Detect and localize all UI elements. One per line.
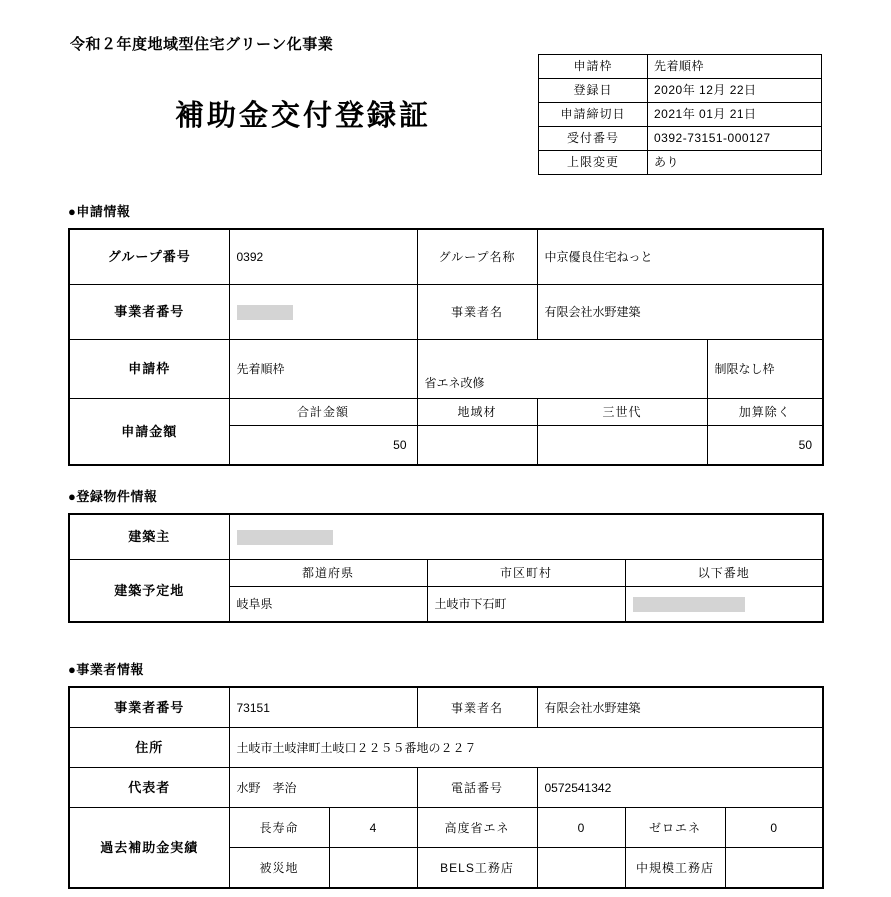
table-row [69, 229, 823, 285]
meta-label: 申請枠 [539, 55, 648, 79]
company-no-label: 事業者番号 [69, 285, 229, 340]
table-row [69, 808, 823, 848]
biz-address-label: 住所 [69, 728, 229, 768]
application-table [68, 228, 824, 466]
biz-company-name-value: 有限会社水野建築 [537, 687, 823, 728]
section-heading-business: ●事業者情報 [68, 662, 144, 677]
table-row [69, 285, 823, 340]
table-row [539, 103, 822, 127]
table-row [539, 79, 822, 103]
frame-label: 申請枠 [69, 340, 229, 399]
site-city-value: 土岐市下石町 [427, 587, 625, 623]
frame-mid-blank [417, 340, 707, 369]
meta-value: 2020年 12月 22日 [648, 79, 822, 103]
biz-company-no-label: 事業者番号 [69, 687, 229, 728]
record-name-hisaichi: 被災地 [229, 848, 329, 889]
frame-value: 先着順枠 [229, 340, 417, 399]
table-row [539, 151, 822, 175]
biz-rep-label: 代表者 [69, 768, 229, 808]
meta-label: 登録日 [539, 79, 648, 103]
record-value-chukibo [725, 848, 823, 889]
company-name-label: 事業者名 [417, 285, 537, 340]
amount-total-value: 50 [229, 426, 417, 466]
amount-label: 申請金額 [69, 399, 229, 466]
amount-three-gen-value [537, 426, 707, 466]
company-no-value [229, 285, 417, 340]
table-row [539, 127, 822, 151]
meta-value: 2021年 01月 21日 [648, 103, 822, 127]
record-name-kodoshoene: 高度省エネ [417, 808, 537, 848]
record-value-hisaichi [329, 848, 417, 889]
record-value-bels [537, 848, 625, 889]
table-row [69, 399, 823, 426]
meta-label: 受付番号 [539, 127, 648, 151]
section-heading-property: ●登録物件情報 [68, 489, 158, 504]
meta-table [538, 54, 822, 175]
record-value-zeroene: 0 [725, 808, 823, 848]
record-name-chukibo: 中規模工務店 [625, 848, 725, 889]
business-table [68, 686, 824, 889]
property-table [68, 513, 824, 623]
table-row [69, 560, 823, 587]
owner-value [229, 514, 823, 560]
record-name-bels: BELS工務店 [417, 848, 537, 889]
group-no-value: 0392 [229, 229, 417, 285]
record-value-kodoshoene: 0 [537, 808, 625, 848]
biz-record-label: 過去補助金実績 [69, 808, 229, 889]
meta-label: 申請締切日 [539, 103, 648, 127]
biz-address-value: 土岐市土岐津町土岐口２２５５番地の２２７ [229, 728, 823, 768]
meta-value: 先着順枠 [648, 55, 822, 79]
table-row [69, 768, 823, 808]
table-row [69, 687, 823, 728]
amount-local-value [417, 426, 537, 466]
amount-header-local: 地域材 [417, 399, 537, 426]
amount-header-total: 合計金額 [229, 399, 417, 426]
record-name-choujumyou: 長寿命 [229, 808, 329, 848]
site-header-city: 市区町村 [427, 560, 625, 587]
group-no-label: グループ番号 [69, 229, 229, 285]
table-row [69, 728, 823, 768]
redacted-block [237, 305, 293, 320]
amount-header-three-gen: 三世代 [537, 399, 707, 426]
redacted-block [633, 597, 745, 612]
site-label: 建築予定地 [69, 560, 229, 623]
record-name-zeroene: ゼロエネ [625, 808, 725, 848]
meta-value: あり [648, 151, 822, 175]
site-prefecture-value: 岐阜県 [229, 587, 427, 623]
group-name-value: 中京優良住宅ねっと [537, 229, 823, 285]
amount-header-excl: 加算除く [707, 399, 823, 426]
group-name-label: グループ名称 [417, 229, 537, 285]
site-header-address: 以下番地 [625, 560, 823, 587]
record-value-choujumyou: 4 [329, 808, 417, 848]
biz-rep-value: 水野 孝治 [229, 768, 417, 808]
site-address-value [625, 587, 823, 623]
biz-company-no-value: 73151 [229, 687, 417, 728]
amount-excl-value: 50 [707, 426, 823, 466]
table-row [69, 514, 823, 560]
owner-label: 建築主 [69, 514, 229, 560]
company-name-value: 有限会社水野建築 [537, 285, 823, 340]
table-row [539, 55, 822, 79]
biz-tel-label: 電話番号 [417, 768, 537, 808]
document-title: 補助金交付登録証 [175, 100, 432, 132]
meta-label: 上限変更 [539, 151, 648, 175]
redacted-block [237, 530, 333, 545]
meta-value: 0392-73151-000127 [648, 127, 822, 151]
frame-mid-value: 省エネ改修 [417, 368, 707, 399]
section-heading-application: ●申請情報 [68, 204, 131, 219]
frame-right-value: 制限なし枠 [707, 340, 823, 399]
table-row [69, 340, 823, 369]
document-subtitle: 令和２年度地域型住宅グリーン化事業 [70, 36, 334, 53]
site-header-prefecture: 都道府県 [229, 560, 427, 587]
biz-tel-value: 0572541342 [537, 768, 823, 808]
biz-company-name-label: 事業者名 [417, 687, 537, 728]
